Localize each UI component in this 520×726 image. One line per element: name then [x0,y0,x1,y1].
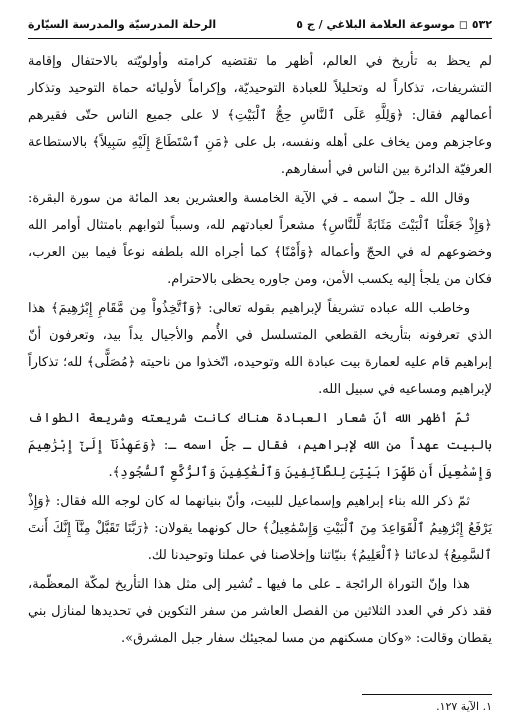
header-divider [28,38,492,39]
paragraph: وقال الله ـ جلّ اسمه ـ في الآية الخامسة والعشرين بعد المائة من سورة البقرة: ﴿وَإِذْ جَعَلْنَا ٱلْبَيْتَ مَثَابَةً لِّلنَّاسِ﴾ مشعراً لعبادتهم لله، وسبباً لثوابهم بامتثال أوامر الله وخضوعهم له في الحجّ وأعماله ﴿وَأَمْنًا﴾ كما أجراه الله بلطفه نوعاً فيما بين العرب، فكان من يلجأ إليه يكسب الأمن، ومن جاوره يحظى بالاحترام. [28,191,492,287]
running-header [28,14,492,34]
footnote: ١. الآية ١٢٧. [436,700,492,713]
header-page-number-and-title: ٥٣٢ ◻ موسوعة العلامة البلاغي / ج ٥ [296,17,492,31]
body-text [28,48,492,654]
paragraph: ثمّ ذكر الله بناء إبراهيم وإسماعيل للبيت، وأنّ بنيانهما له كان لوجه الله فقال: ﴿وَإِذْ يَرْفَعُ إِبْرَٰهِيمُ ٱلْقَوَاعِدَ مِنَ ٱلْبَيْتِ وَإِسْمَٰعِيلُ﴾ حال كونهما يقولان: ﴿رَبَّنَا تَقَبَّلْ مِنَّآ إِنَّكَ أَنتَ ٱلسَّمِيعُ﴾ لدعائنا ﴿ٱلْعَلِيمُ﴾ بنيّاتنا وإخلاصنا في عملنا وتوحيدنا لك. [28,494,492,563]
paragraph: لم يحظ به تأريخ في العالم، أظهر ما تقتضيه كرامته وأولويّته بالاحتفال وإقامة التشريفات، تذكاراً له وتحليلاً للعبادة التوحيديّة، وإكراماً لأوليائه حماة التوحيد وتذكار أعمالهم فقال: ﴿وَلِلَّهِ عَلَى ٱلنَّاسِ حِجُّ ٱلْبَيْتِ﴾ لا على جميع الناس حتّى فقيرهم وعاجزهم ومن يخاف على أهله ونفسه، بل على ﴿مَنِ ٱسْتَطَاعَ إِلَيْهِ سَبِيلاً﴾ بالاستطاعة العرفيّة الدائرة بين الناس في أسفارهم. [28,54,492,177]
paragraph: هذا وإنّ التوراة الرائجة ـ على ما فيها ـ تُشير إلى مثل هذا التأريخ لمكّة المعظّمة، فقد ذكر في العدد الثلاثين من الفصل العاشر من سفر التكوين في تحديدها لمنازل بني يقطان وقالت: «وكان مسكنهم من مسا لمجيئك سفار جبل المشرق». [28,577,492,646]
paragraph: ثمّ أظهر الله أنّ شعار العبادة هناك كانت شريعته وشريعة الطواف بالبيت عهداً من الله لإبراهيم، فقال ـ جلّ اسمه ـ: ﴿وَعَهِدْنَآ إِلَىٰٓ إِبْرَٰهِيمَ وَإِسْمَٰعِيلَ أَن طَهِّرَا بَيْتِىَ لِلطَّآئِفِينَ وَٱلْعَٰكِفِينَ وَٱلرُّكَّعِ ٱلسُّجُودِ﴾. [28,411,492,480]
header-chapter-title: الرحلة المدرسيّة والمدرسة السيّارة [28,17,217,31]
footnote-divider [362,694,492,695]
paragraph: وخاطب الله عباده تشريفاً لإبراهيم بقوله تعالى: ﴿وَٱتَّخِذُواْ مِن مَّقَامِ إِبْرَٰهِيمَ﴾ هذا الذي تعرفونه بتأريخه القطعي المتسلسل في الأُمم والأجيال يداً بيد، وتعرفون أنّ إبراهيم قام عليه لعمارة بيت عبادة الله وتوحيده، اتّخذوا من ناحيته ﴿مُصَلًّى﴾ لله؛ تذكاراً لإبراهيم ومساعيه في سبيل الله. [28,301,492,397]
